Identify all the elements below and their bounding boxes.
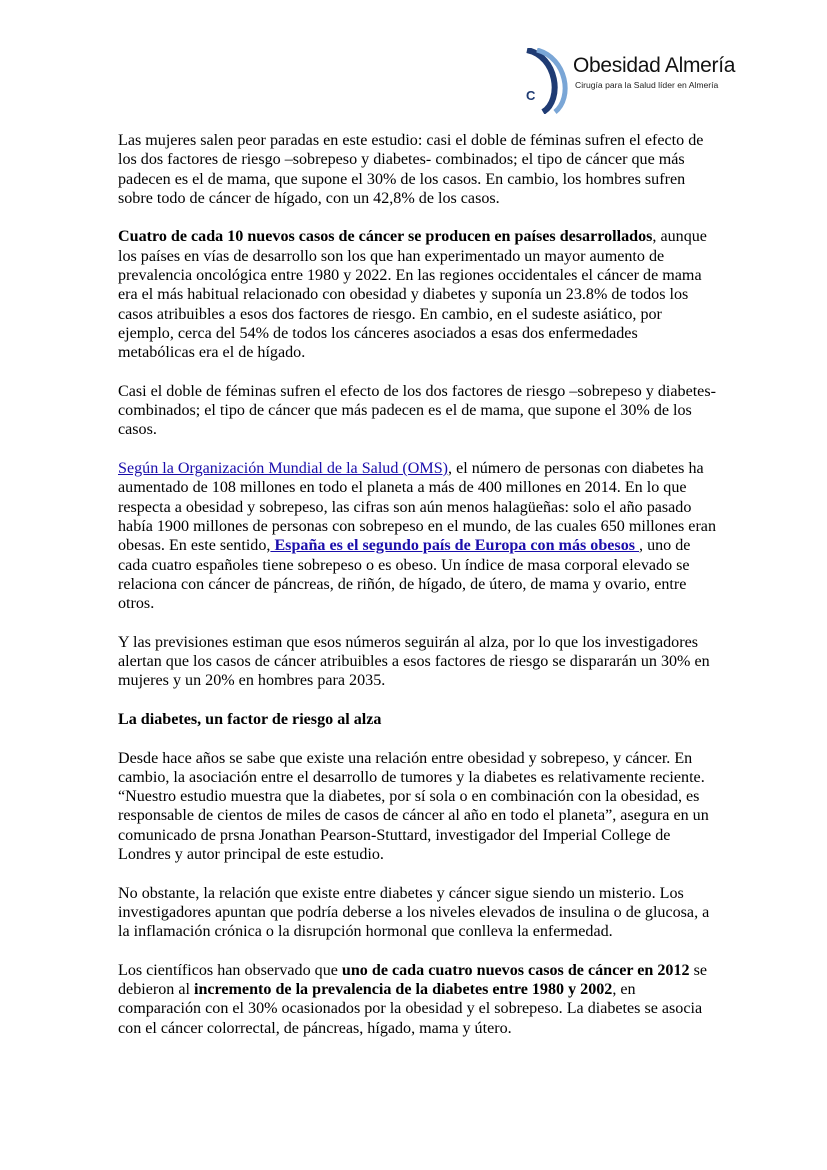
paragraph-4-end: , uno de cada cuatro españoles tiene sobrepeso o es obeso. Un índice de masa corporal elevado se relaciona con cáncer de páncreas, de riñón, de hígado, de útero, de mama y ovario, entre otros.	[118, 537, 691, 613]
paragraph-3: Casi el doble de féminas sufren el efecto de los dos factores de riesgo –sobrepeso y diabetes- combinados; el tipo de cáncer que más padecen es el de mama, que supone el 30% de los casos.	[118, 382, 716, 439]
article-body	[118, 131, 718, 1057]
company-logo	[523, 48, 736, 114]
paragraph-2	[118, 227, 718, 362]
logo-subtitle: Cirugía para la Salud líder en Almería	[575, 80, 719, 90]
paragraph-8-bold-a: uno de cada cuatro nuevos casos de cáncer en 2012	[341, 961, 690, 979]
logo-title: Obesidad Almería	[573, 54, 736, 77]
paragraph-4	[118, 459, 718, 613]
paragraph-1: Las mujeres salen peor paradas en este estudio: casi el doble de féminas sufren el efecto de los dos factores de riesgo –sobrepeso y diabetes- combinados; el tipo de cáncer que más padecen es el de mama, que supone el 30% de los casos. En cambio, los hombres sufren sobre todo de cáncer de hígado, con un 42,8% de los casos.	[118, 132, 704, 207]
paragraph-8-text-a: Los científicos han observado que	[118, 961, 342, 979]
oms-link[interactable]: Según la Organización Mundial de la Salud (OMS)	[118, 460, 449, 478]
section-heading	[118, 710, 718, 729]
paragraph-8-text-b: se debieron al	[118, 961, 708, 999]
espana-obesos-link[interactable]: España es el segundo país de Europa con más obesos	[270, 537, 640, 555]
paragraph-4-text: , el número de personas con diabetes ha aumentado de 108 millones en todo el planeta a más de 400 millones en 2014. En lo que respecta a obesidad y sobrepeso, las cifras son aún menos halagüeñas: solo el año pasado había 1900 millones de personas con sobrepeso en el mundo, de las cuales 650 millones eran obesas. En este sentido,	[118, 460, 716, 555]
paragraph-8-bold-b: incremento de la prevalencia de la diabetes entre 1980 y 2002	[193, 981, 613, 999]
paragraph-7: No obstante, la relación que existe entre diabetes y cáncer sigue siendo un misterio. Los investigadores apuntan que podría deberse a los niveles elevados de insulina o de glucosa, a la inflamación crónica o la disrupción hormonal que conlleva la enfermedad.	[118, 884, 710, 941]
logo-letter: C	[526, 88, 536, 103]
paragraph-2-text: , aunque los países en vías de desarrollo son los que han experimentado un mayor aumento de prevalencia oncológica entre 1980 y 2022. En las regiones occidentales el cáncer de mama era el más habitual relacionado con obesidad y diabetes y suponía un 23.8% de todos los casos atribuibles a esos dos factores de riesgo. En cambio, en el sudeste asiático, por ejemplo, cerca del 54% de todos los cánceres asociados a esas dos enfermedades metabólicas era el de hígado.	[118, 228, 707, 362]
paragraph-5: Y las previsiones estiman que esos números seguirán al alza, por lo que los investigadores alertan que los casos de cáncer atribuibles a esos factores de riesgo se dispararán un 30% en mujeres y un 20% en hombres para 2035.	[118, 633, 710, 690]
paragraph-8-text-c: , en comparación con el 30% ocasionados por la obesidad y el sobrepeso. La diabetes se asocia con el cáncer colorrectal, de páncreas, hígado, mama y útero.	[118, 981, 703, 1037]
paragraph-2-bold: Cuatro de cada 10 nuevos casos de cáncer se producen en países desarrollados	[118, 228, 653, 246]
section-heading-text: La diabetes, un factor de riesgo al alza	[118, 710, 382, 728]
paragraph-8	[118, 961, 718, 1038]
paragraph-6: Desde hace años se sabe que existe una relación entre obesidad y sobrepeso, y cáncer. En cambio, la asociación entre el desarrollo de tumores y la diabetes es relativamente reciente. “Nuestro estudio muestra que la diabetes, por sí sola o en combinación con la obesidad, es responsable de cientos de miles de casos de cáncer al año en todo el planeta”, asegura en un comunicado de prsna Jonathan Pearson-Stuttard, investigador del Imperial College de Londres y autor principal de este estudio.	[118, 749, 709, 863]
